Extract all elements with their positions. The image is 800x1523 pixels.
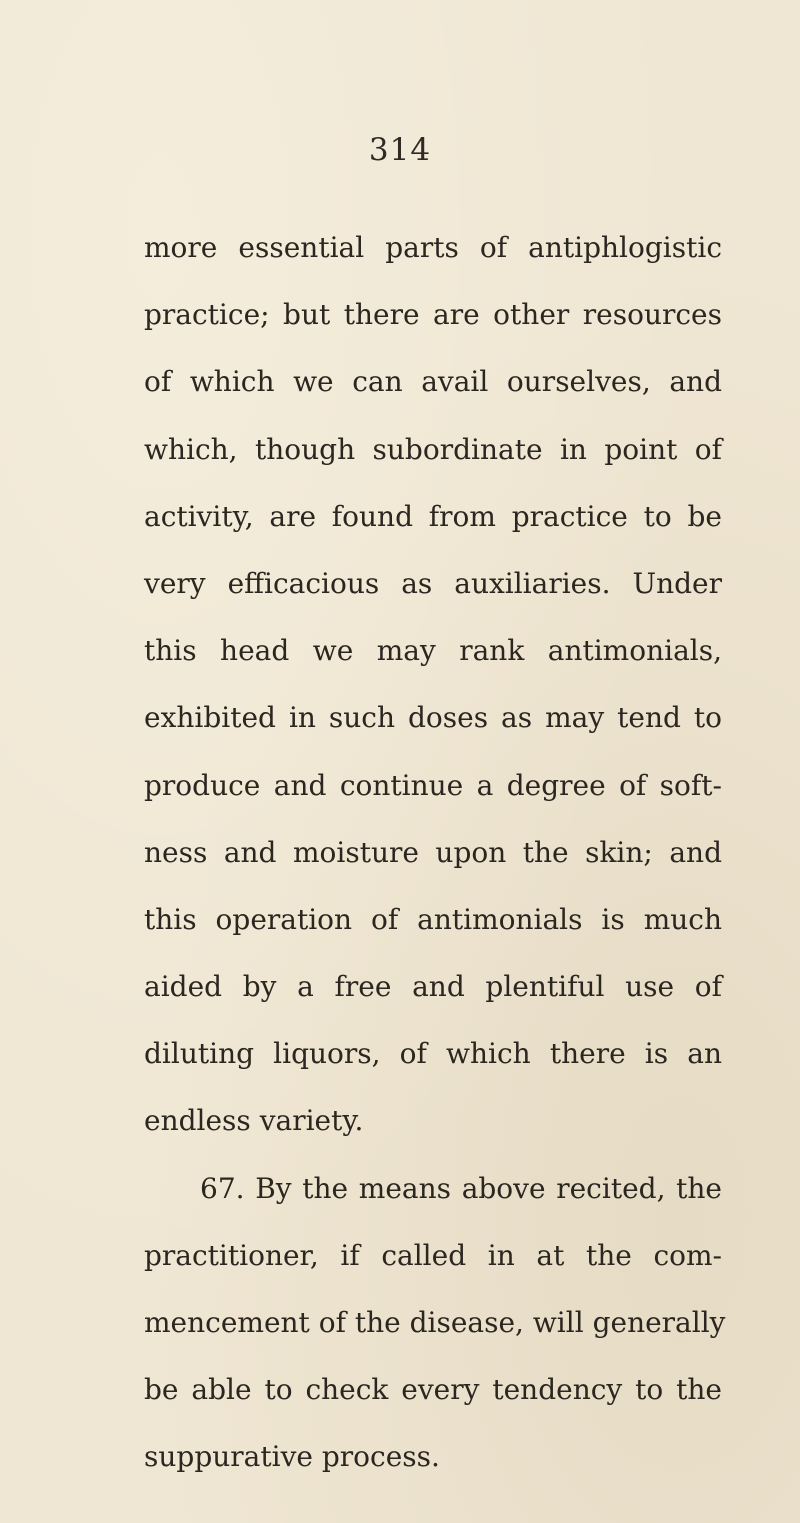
text-line: suppurative process. [144, 1440, 440, 1474]
text-line: ness and moisture upon the skin; and [144, 835, 722, 869]
text-line: of which we can avail ourselves, and [144, 365, 722, 399]
text-line: activity, are found from practice to be [144, 499, 722, 533]
text-line: endless variety. [144, 1104, 364, 1138]
text-line: which, though subordinate in point of [144, 432, 722, 466]
body-text [144, 214, 726, 1491]
text-line: practice; but there are other resources [144, 298, 722, 332]
text-line: this head we may rank antimonials, [144, 634, 722, 668]
text-line: aided by a free and plentiful use of [144, 970, 722, 1004]
text-line: practitioner, if called in at the com- [144, 1238, 722, 1272]
text-line: exhibited in such doses as may tend to [144, 701, 722, 735]
page-number: 314 [368, 132, 432, 168]
text-line: produce and continue a degree of soft- [144, 768, 722, 802]
text-line: mencement of the disease, will generally [144, 1306, 726, 1339]
text-line: diluting liquors, of which there is an [144, 1037, 722, 1071]
text-line: more essential parts of antiphlogistic [144, 231, 722, 264]
text-line: very efficacious as auxiliaries. Under [144, 566, 722, 600]
text-line: be able to check every tendency to the [144, 1373, 722, 1407]
paragraph-67-start: 67. By the means above recited, the [200, 1171, 722, 1205]
text-line: this operation of antimonials is much [144, 902, 722, 936]
